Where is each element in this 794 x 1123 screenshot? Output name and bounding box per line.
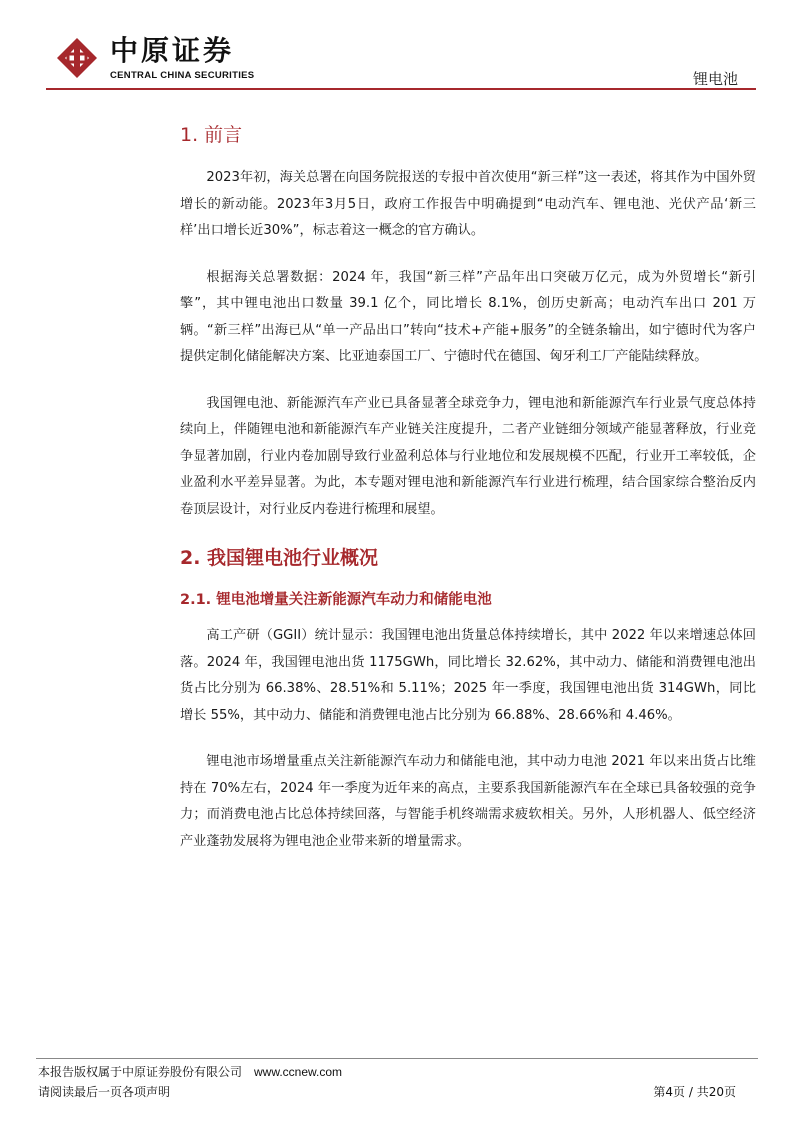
logo-chinese-name: 中原证券: [110, 34, 235, 67]
section-1-paragraph-2: 根据海关总署数据：2024 年，我国“新三样”产品年出口突破万亿元，成为外贸增长“新引擎”，其中锂电池出口数量 39.1 亿个，同比增长 8.1%，创历史新高；电动汽车出口 201 万辆。“新三样”出海已从“单一产品出口”转向“技术+产能+服务”的全链条输出，如宁德时代为客户提供定制化储能解决方案、比亚迪泰国工厂、宁德时代在德国、匈牙利工厂产能陆续释放。: [180, 269, 756, 364]
section-1-paragraph-1: 2023年初，海关总署在向国务院报送的专报中首次使用“新三样”这一表述，将其作为中国外贸增长的新动能。2023年3月5日，政府工作报告中明确提到“电动汽车、锂电池、光伏产品‘新三样’出口增长近30%”，标志着这一概念的官方确认。: [180, 170, 756, 238]
page-number: 第4页 / 共20页: [653, 1085, 736, 1099]
section-2-1-paragraph-2: 锂电池市场增量重点关注新能源汽车动力和储能电池，其中动力电池 2021 年以来出货占比维持在 70%左右，2024 年一季度为近年来的高点，主要系我国新能源汽车在全球已具备较强的竞争力；而消费电池占比总体持续回落，与智能手机终端需求疲软相关。另外，人形机器人、低空经济产业蓬勃发展将为锂电池企业带来新的增量需求。: [180, 754, 756, 849]
section-2-heading: 2. 我国锂电池行业概况: [180, 547, 379, 569]
disclaimer-notice: 请阅读最后一页各项声明: [38, 1085, 171, 1099]
section-1-paragraph-3: 我国锂电池、新能源汽车产业已具备显著全球竞争力，锂电池和新能源汽车行业景气度总体持续向上，伴随锂电池和新能源汽车产业链关注度提升，二者产业链细分领域产能显著释放，行业竞争显著加剧，行业内卷加剧导致行业盈利总体与行业地位和发展规模不匹配，行业开工率较低，企业盈利水平差异显著。为此，本专题对锂电池和新能源汽车行业进行梳理，结合国家综合整治反内卷顶层设计，对行业反内卷进行梳理和展望。: [180, 395, 756, 517]
header-divider: [46, 88, 756, 90]
report-body: [180, 110, 756, 875]
central-china-securities-logo-icon: [55, 36, 99, 80]
section-2-1-paragraph-1: 高工产研（GGII）统计显示：我国锂电池出货量总体持续增长，其中 2022 年以来增速总体回落。2024 年，我国锂电池出货 1175GWh，同比增长 32.62%，其中动力、储能和消费锂电池出货占比分别为 66.38%、28.51%和 5.11%；2025 年一季度，我国锂电池出货 314GWh，同比增长 55%，其中动力、储能和消费锂电池占比分别为 66.88%、28.66%和 4.46%。: [180, 628, 756, 723]
website-link[interactable]: www.ccnew.com: [254, 1065, 343, 1079]
report-topic: 锂电池: [692, 70, 738, 88]
page-header: [0, 0, 794, 100]
copyright-notice: 本报告版权属于中原证券股份有限公司: [38, 1065, 243, 1079]
logo-english-name: CENTRAL CHINA SECURITIES: [110, 70, 255, 81]
footer-left: [38, 1062, 342, 1102]
section-1-heading: 1. 前言: [180, 124, 243, 146]
section-2-1-heading: 2.1. 锂电池增量关注新能源汽车动力和储能电池: [180, 592, 492, 608]
footer-divider: [36, 1058, 758, 1059]
